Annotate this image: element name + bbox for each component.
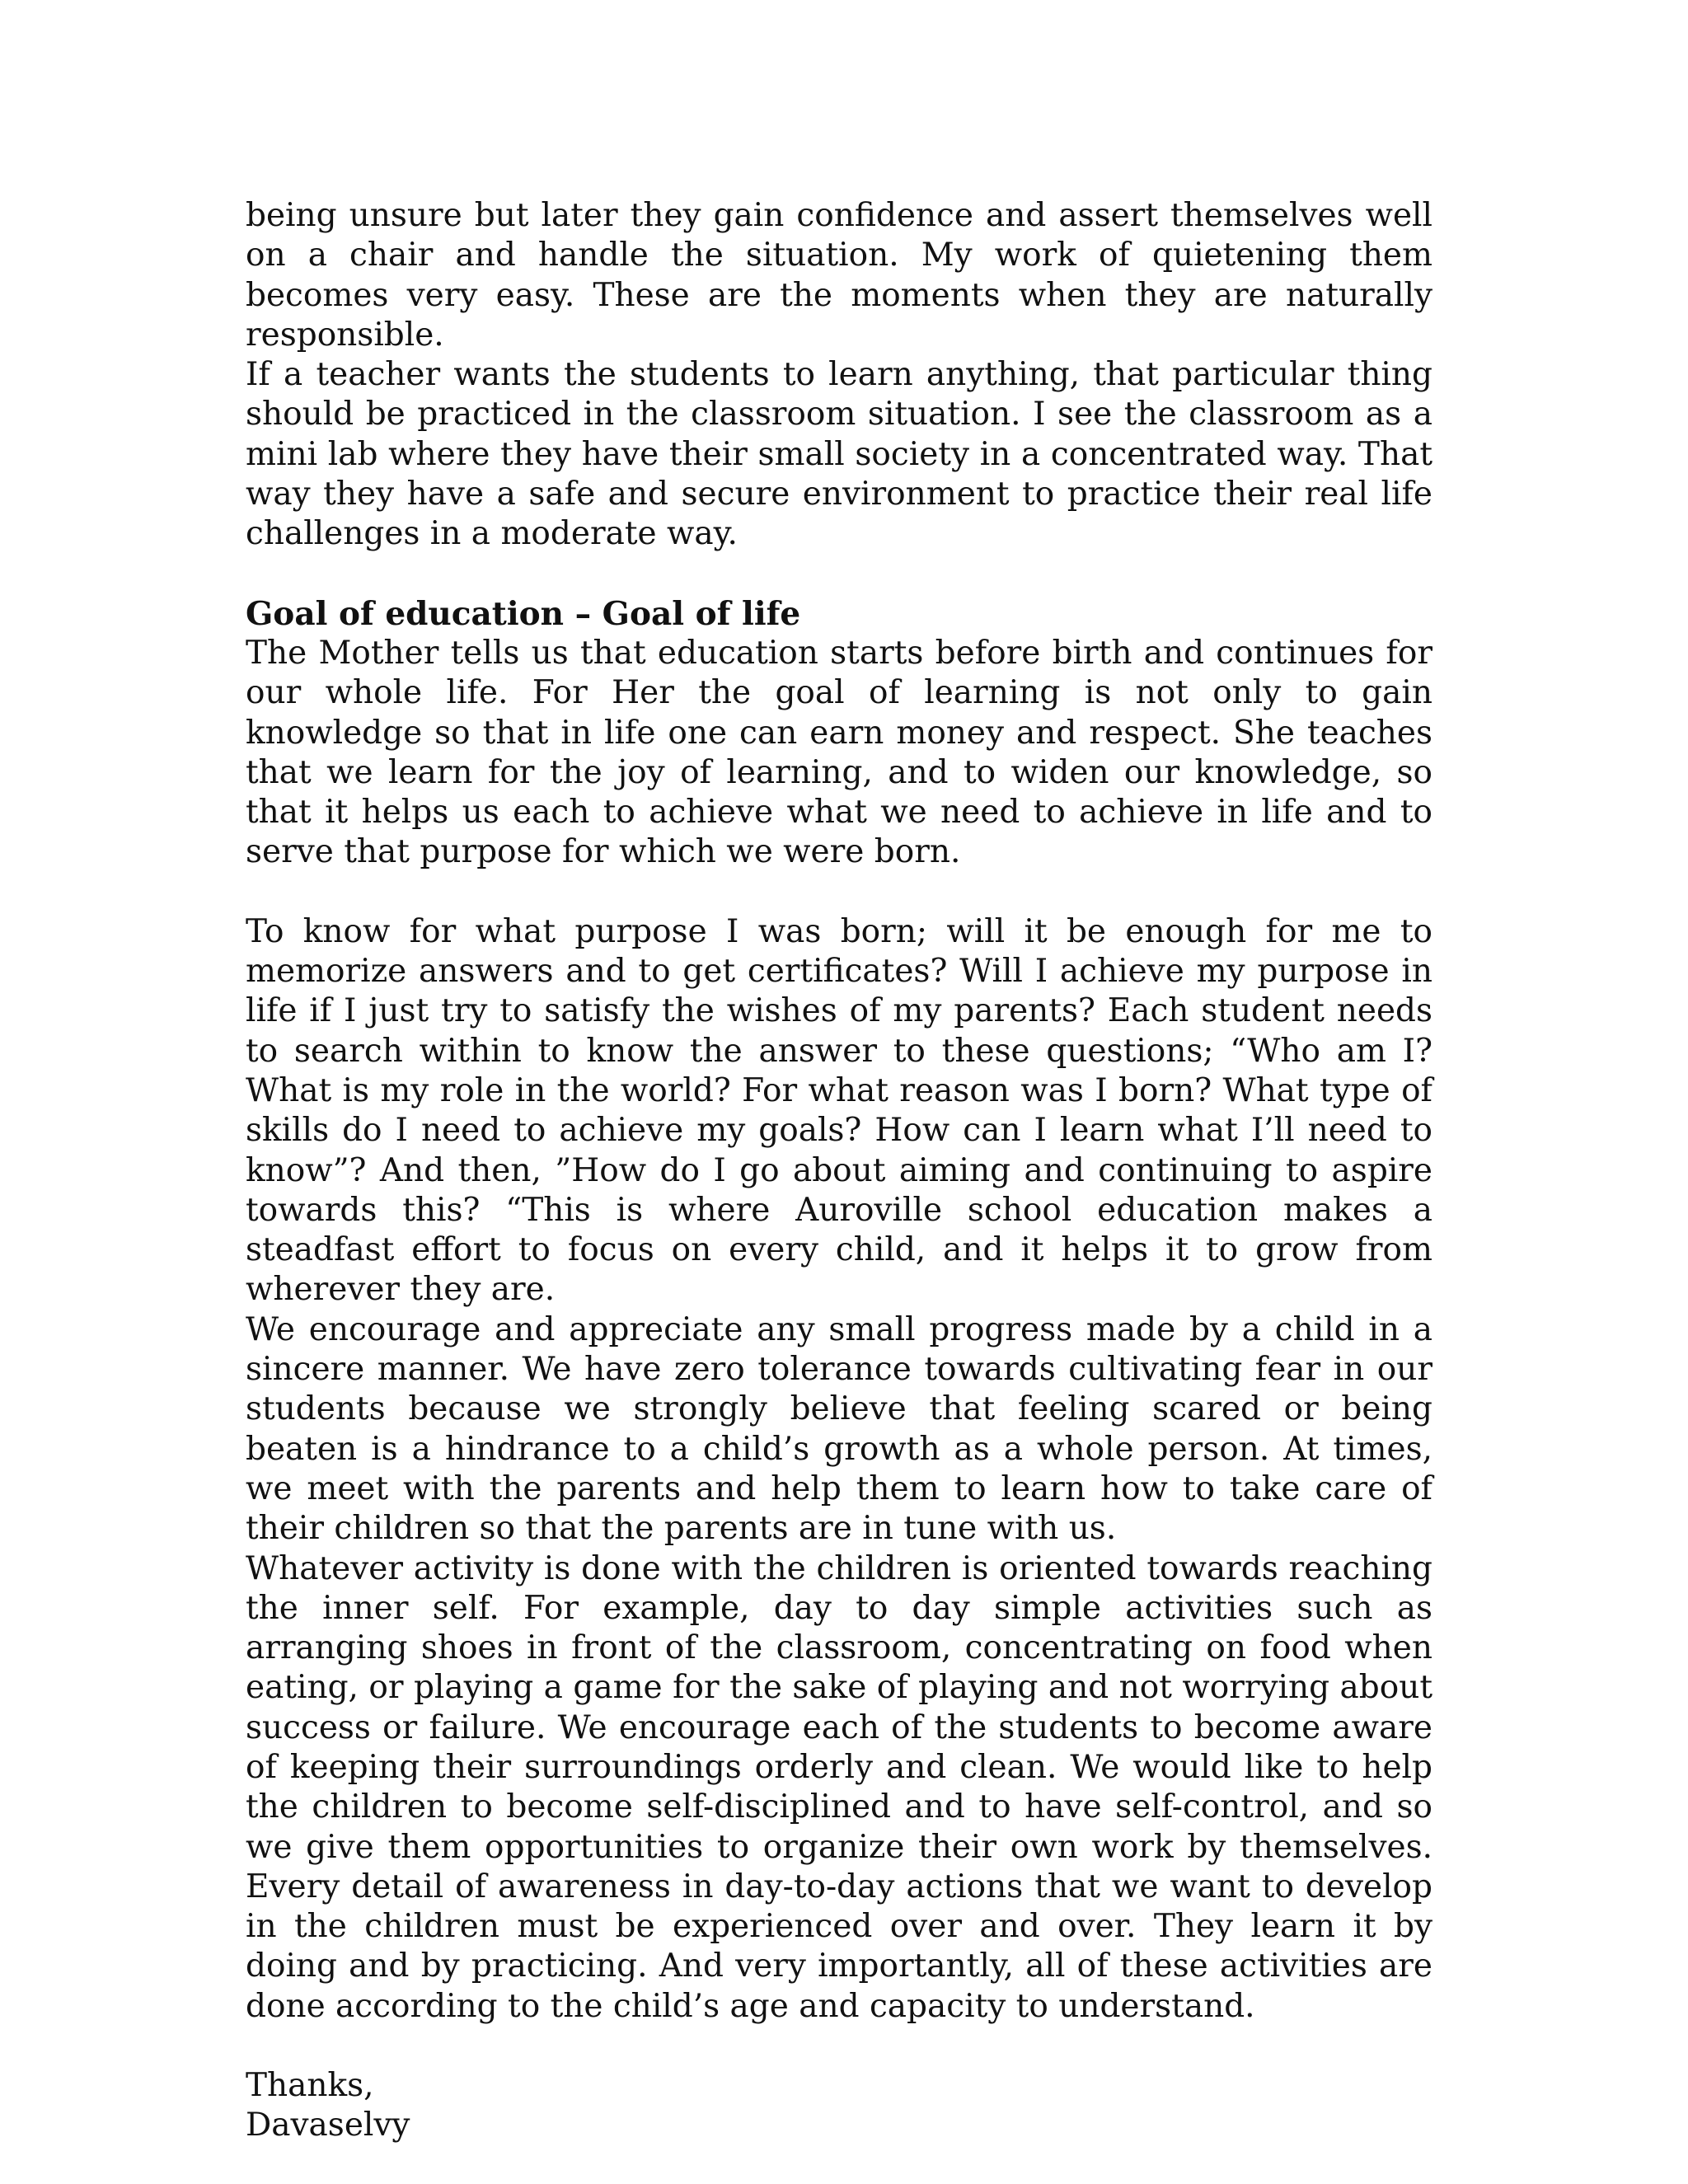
paragraph-section-2: To know for what purpose I was born; will it be enough for me to memorize answers and to get certificates? Will I achieve my purpose in life if I just try to satisfy the wishes of my parents? Each student needs to search within to know the answer to these questions; “Who am I? What is my role in the world? For what reason was I born? What type of skills do I need to achieve my goals? How can I learn what I’ll need to know”? And then, ”How do I go about aiming and continuing to aspire towards this? “This is where Auroville school education makes a steadfast effort to focus on every child, and it helps it to grow from wherever they are. xyxy=(246,912,1432,1309)
paragraph-spacer xyxy=(246,555,1432,594)
paragraph-spacer xyxy=(246,2027,1432,2066)
paragraph-section-4: Whatever activity is done with the children is oriented towards reaching the inner self. For example, day to day simple activities such as arranging shoes in front of the classroom, concentrating on food when eating, or playing a game for the sake of playing and not worrying about success or failure. We encourage each of the students to become aware of keeping their surroundings orderly and clean. We would like to help the children to become self-disciplined and to have self-control, and so we give them opportunities to organize their own work by themselves. Every detail of awareness in day-to-day actions that we want to develop in the children must be experienced over and over. They learn it by doing and by practicing. And very importantly, all of these activities are done according to the child’s age and capacity to understand. xyxy=(246,1549,1432,2025)
paragraph-spacer xyxy=(246,873,1432,912)
section-heading: Goal of education – Goal of life xyxy=(246,594,801,633)
paragraph-intro-2: If a teacher wants the students to learn anything, that particular thing should be practiced in the classroom situation. I see the classroom as a mini lab where they have their small society in a concentrated way. That way they have a safe and secure environment to practice their real life challenges in a moderate way. xyxy=(246,356,1432,553)
paragraph-section-3: We encourage and appreciate any small progress made by a child in a sincere manner. We have zero tolerance towards cultivating fear in our students because we strongly believe that feeling scared or being beaten is a hindrance to a child’s growth as a whole person. At times, we meet with the parents and help them to learn how to take care of their children so that the parents are in tune with us. xyxy=(246,1310,1432,1548)
document-page xyxy=(246,196,1432,2146)
paragraph-intro-1: being unsure but later they gain confidence and assert themselves well on a chair and handle the situation. My work of quietening them becomes very easy. These are the moments when they are naturally responsible. xyxy=(246,197,1432,354)
paragraph-section-1: The Mother tells us that education starts before birth and continues for our whole life. For Her the goal of learning is not only to gain knowledge so that in life one can earn money and respect. She teaches that we learn for the joy of learning, and to widen our knowledge, so that it helps us each to achieve what we need to achieve in life and to serve that purpose for which we were born. xyxy=(246,634,1432,871)
signature: Davaselvy xyxy=(246,2107,410,2144)
closing-line: Thanks, xyxy=(246,2067,374,2105)
